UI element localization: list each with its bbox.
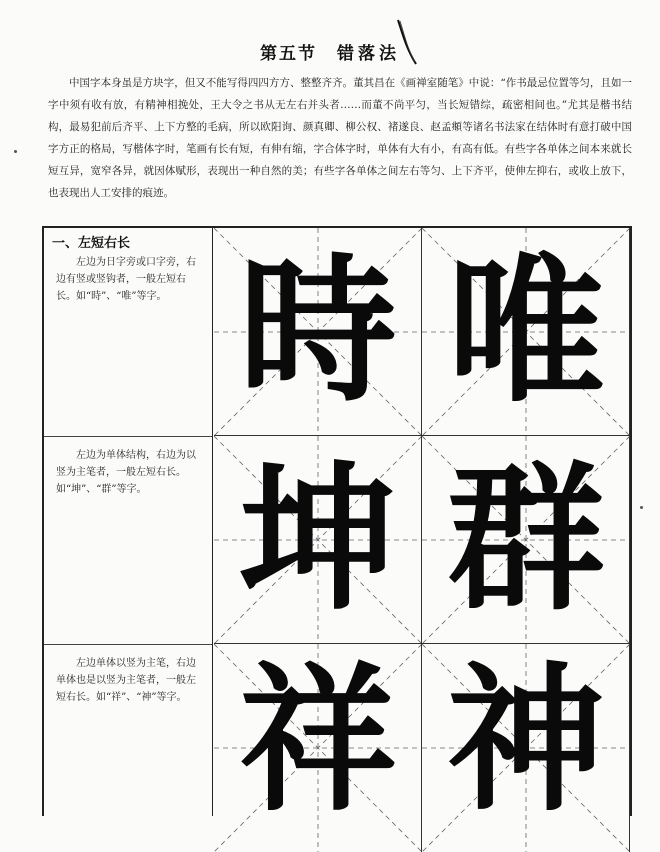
section-number: 第五节 <box>260 43 317 64</box>
model-character: 唯 <box>447 240 605 424</box>
grid-cell <box>214 436 422 644</box>
description-cell <box>44 436 212 644</box>
model-character: 時 <box>239 240 397 424</box>
margin-dot <box>14 150 17 153</box>
section-title-row <box>0 36 660 66</box>
model-character: 群 <box>447 448 605 632</box>
brush-stroke-icon <box>394 18 418 66</box>
row-heading: 一、左短右长 <box>52 236 131 251</box>
row-description: 左边为日字旁或口字旁，右边有竖或竖钩者，一般左短右长。如“時”、“唯”等字。 <box>56 257 196 302</box>
grid-cell <box>422 228 630 436</box>
row-description: 左边单体以竖为主笔，右边单体也是以竖为主笔者，一般左短右长。如“祥”、“神”等字。 <box>56 658 196 703</box>
description-column <box>44 228 213 816</box>
margin-dot <box>640 506 643 509</box>
description-cell <box>44 228 212 436</box>
model-character: 祥 <box>239 649 397 833</box>
grid-cell <box>214 228 422 436</box>
grid-cell <box>422 436 630 644</box>
grid-cell <box>214 644 422 852</box>
grid-cell <box>422 644 630 852</box>
description-cell <box>44 644 212 818</box>
character-practice-table <box>42 226 632 833</box>
model-character: 坤 <box>239 448 397 632</box>
intro-paragraph: 中国字本身虽是方块字，但又不能写得四四方方、整整齐齐。董其昌在《画禅室随笔》中说：“作书最忌位置等匀，且如一字中须有收有放，有精神相挽处，王大令之书从无左右并头者……而董不尚平匀，当长短错综，疏密相间也。”尤其是楷书结构，最易犯前后齐平、上下方整的毛病，所以欧阳询、颜真卿、柳公权、褚遂良、赵孟頫等诸名书法家在结体时有意打破中国字方正的格局，写楷体字时，笔画有长有短，有伸有缩，字合体字时，单体有大有小，有高有低。有些字各单体之间本来就长短互异，宽窄各异，就因体赋形，表现出一种自然的美；有些字各单体之间左右等匀、上下齐平，使伸左抑右，或收上放下，也表现出人工安排的痕迹。 <box>48 77 632 199</box>
row-description: 左边为单体结构，右边为以竖为主笔者，一般左短右长。如“坤”、“群”等字。 <box>56 450 196 495</box>
practice-grid <box>214 228 630 833</box>
section-title: 错落法 <box>337 43 400 64</box>
model-character: 神 <box>447 649 605 833</box>
